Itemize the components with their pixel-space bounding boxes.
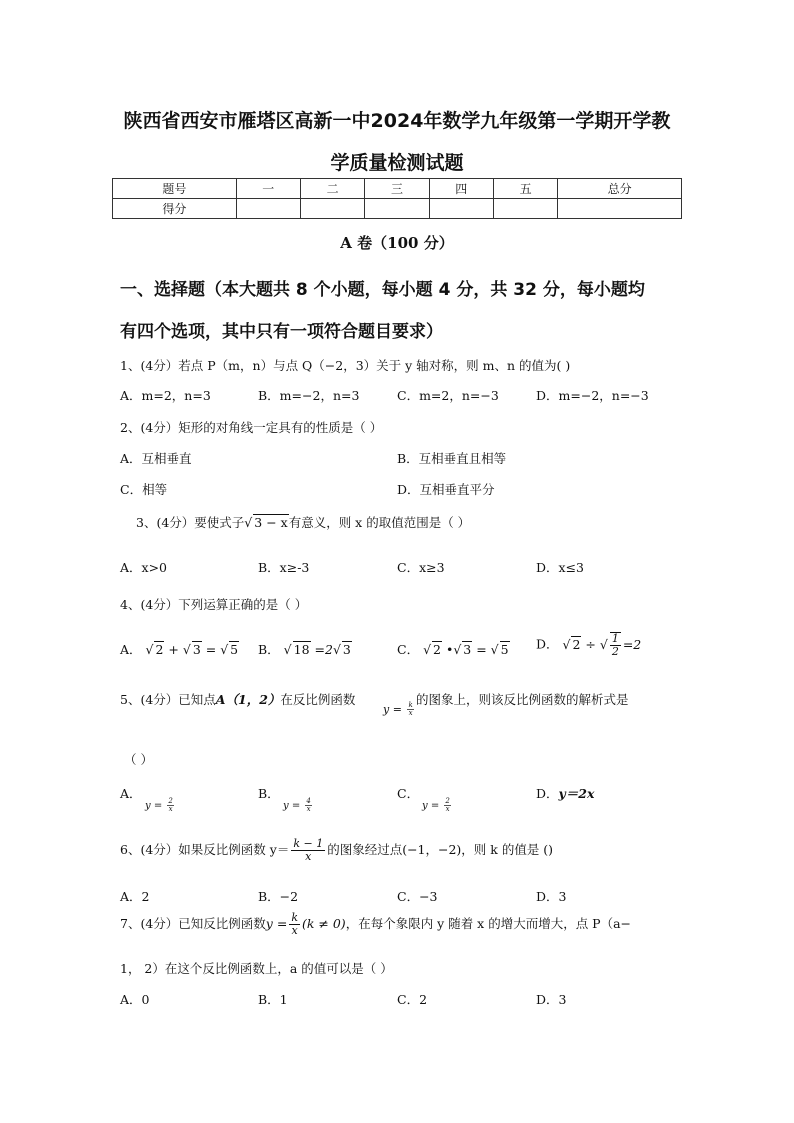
score-header-cell: 三 bbox=[365, 179, 429, 199]
score-cell bbox=[493, 199, 557, 219]
score-cell bbox=[429, 199, 493, 219]
section1-heading-line2: 有四个选项，其中只有一项符合题目要求） bbox=[120, 322, 443, 342]
question-6-fraction: $\frac{k - 1}{x}$ bbox=[293, 837, 324, 864]
score-header-cell: 四 bbox=[429, 179, 493, 199]
exam-title-line1: 陕西省西安市雁塔区高新一中2024年数学九年级第一学期开学教 bbox=[123, 110, 671, 132]
question-7-option-b: B．1 bbox=[258, 992, 288, 1007]
question-7-stem: 7、(4分）已知反比例函数y = $\frac{k}{x}$ (k ≠ 0)，在每个象限内 y 随着 x 的增大而增大，点 P（a− bbox=[120, 911, 632, 938]
question-7-option-d: D．3 bbox=[536, 992, 567, 1007]
question-5-paren: （ ） bbox=[124, 752, 153, 767]
question-3-stem-after: 有意义，则 x 的取值范围是（ ） bbox=[288, 515, 471, 530]
question-6-option-a: A．2 bbox=[120, 889, 150, 904]
section1-heading-line1: 一、选择题（本大题共 8 个小题，每小题 4 分，共 32 分，每小题均 bbox=[120, 280, 645, 300]
question-6-stem: 6、(4分）如果反比例函数 y＝ $\frac{k - 1}{x}$ 的图象经过点(−1，−2)，则 k 的值是 () bbox=[120, 837, 554, 864]
question-1-option-c: C．m=2，n=−3 bbox=[397, 388, 499, 403]
question-2-option-a: A．互相垂直 bbox=[120, 451, 192, 466]
score-table-score-row bbox=[113, 199, 682, 219]
question-1-option-a: A．m=2，n=3 bbox=[120, 388, 211, 403]
part-a-heading: A 卷（100 分） bbox=[340, 234, 454, 252]
question-1-option-d: D．m=−2，n=−3 bbox=[536, 388, 649, 403]
score-row-label: 得分 bbox=[113, 199, 237, 219]
question-6-option-d: D．3 bbox=[536, 889, 567, 904]
question-2-option-b: B．互相垂直且相等 bbox=[397, 451, 507, 466]
question-1-option-b: B．m=−2，n=3 bbox=[258, 388, 360, 403]
question-5-option-d: D．y＝2x bbox=[536, 786, 595, 801]
score-cell bbox=[236, 199, 300, 219]
question-7-fraction: $\frac{k}{x}$ bbox=[291, 911, 298, 938]
score-header-cell: 五 bbox=[493, 179, 557, 199]
question-2-option-d: D．互相垂直平分 bbox=[397, 482, 495, 497]
question-5-option-c-label: C． bbox=[397, 786, 420, 801]
question-5-option-b: y = $\frac{4}{x}$ bbox=[283, 797, 311, 814]
question-4-option-a: A． √ 2 + √ 3 = √ 5 bbox=[120, 642, 239, 657]
score-header-cell: 二 bbox=[300, 179, 364, 199]
question-4-stem: 4、(4分）下列运算正确的是（ ） bbox=[120, 597, 308, 612]
question-5-function: y = $\frac{k}{x}$ bbox=[383, 701, 413, 718]
question-6-option-b: B．−2 bbox=[258, 889, 299, 904]
question-3-stem-before: 3、(4分）要使式子 bbox=[136, 515, 245, 530]
question-5-point: A（1，2） bbox=[215, 692, 281, 707]
score-table-header-row bbox=[113, 179, 682, 199]
question-3-option-d: D．x≤3 bbox=[536, 560, 584, 575]
question-5-option-a: y = $\frac{2}{x}$ bbox=[145, 797, 173, 814]
question-7-stem-line2: 1， 2）在这个反比例函数上，a 的值可以是（ ） bbox=[120, 961, 393, 976]
question-3-option-c: C．x≥3 bbox=[397, 560, 445, 575]
question-5-stem: 5、(4分）已知点A（1，2）在反比例函数 bbox=[120, 692, 356, 707]
question-5-option-c: y = $\frac{2}{x}$ bbox=[422, 797, 450, 814]
question-7-option-a: A．0 bbox=[120, 992, 150, 1007]
question-5-option-b-label: B． bbox=[258, 786, 280, 801]
question-3-stem: 3、(4分）要使式子√ 3 − x有意义，则 x 的取值范围是（ ） bbox=[136, 515, 471, 530]
question-1-stem: 1、(4分）若点 P（m，n）与点 Q（−2，3）关于 y 轴对称，则 m、n 的值为( ) bbox=[120, 358, 571, 373]
question-2-stem: 2、(4分）矩形的对角线一定具有的性质是（ ） bbox=[120, 420, 383, 435]
question-4-option-c: C． √ 2 •√ 3 = √ 5 bbox=[397, 642, 509, 657]
score-cell bbox=[300, 199, 364, 219]
question-3-option-b: B．x≥-3 bbox=[258, 560, 310, 575]
question-3-radicand: 3 − x bbox=[254, 515, 288, 530]
question-4-option-d: D． √ 2 ÷ √ $\frac{1}{2}$ =2 bbox=[536, 632, 642, 659]
score-table bbox=[112, 178, 682, 219]
question-3-option-a: A．x>0 bbox=[120, 560, 168, 575]
question-7-option-c: C．2 bbox=[397, 992, 428, 1007]
score-header-cell: 一 bbox=[236, 179, 300, 199]
question-5-stem-end: 的图象上，则该反比例函数的解析式是 bbox=[416, 692, 629, 707]
score-cell bbox=[558, 199, 682, 219]
exam-title-line2: 学质量检测试题 bbox=[330, 152, 464, 174]
question-4-option-b: B． √ 18 =2√ 3 bbox=[258, 642, 351, 657]
score-cell bbox=[365, 199, 429, 219]
question-5-option-a-label: A． bbox=[120, 786, 142, 801]
score-header-cell: 题号 bbox=[113, 179, 237, 199]
question-2-option-c: C．相等 bbox=[120, 482, 168, 497]
score-header-cell: 总分 bbox=[558, 179, 682, 199]
question-6-option-c: C．−3 bbox=[397, 889, 438, 904]
